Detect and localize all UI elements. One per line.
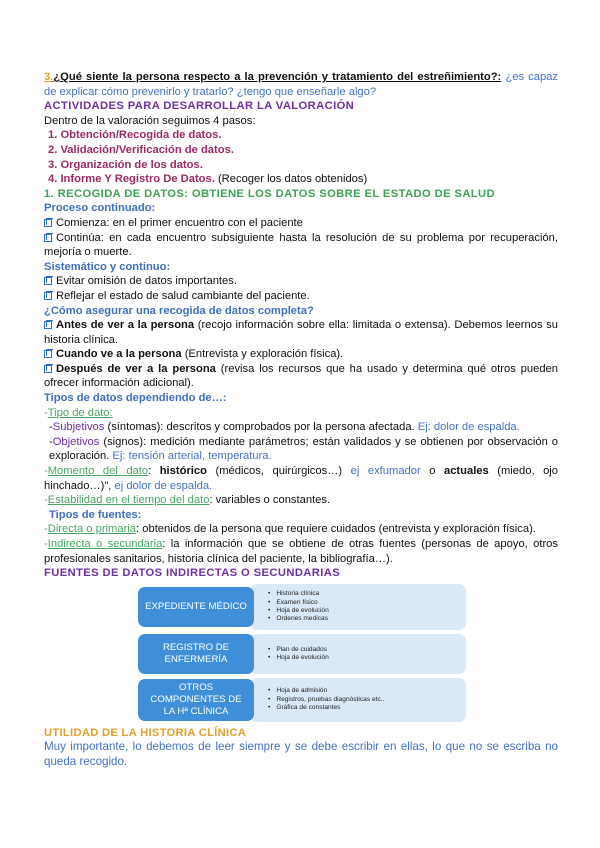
diagram-box: REGISTRO DE ENFERMERÍA	[138, 634, 254, 674]
completa-title: ¿Cómo asegurar una recogida de datos completa?	[44, 304, 314, 317]
utilidad-heading: UTILIDAD DE LA HISTORIA CLÍNICA	[44, 726, 247, 739]
utilidad-text: Muy importante, lo debemos de leer siempre y se debe escribir en ellas, lo que no se escriba no queda recogido.	[44, 740, 558, 768]
completa-item: Cuando ve a la persona (Entrevista y exploración física).	[44, 347, 558, 362]
sistematico-item: Evitar omisión de datos importantes.	[44, 274, 558, 289]
diagram-box: OTROS COMPONENTES DE LA Hª CLÍNICA	[138, 679, 254, 721]
checkbox-icon	[44, 277, 52, 285]
estabilidad-item: -Estabilidad en el tiempo del dato: variables o constantes.	[44, 494, 331, 507]
sistematico-item: Reflejar el estado de salud cambiante del paciente.	[44, 289, 558, 304]
steps-list	[44, 128, 558, 186]
momento-item: -Momento del dato: histórico (médicos, quirúrgicos…) ej exfumador o actuales (miedo, ojo hinchado…)", ej dolor de espalda.	[44, 465, 559, 492]
diagram-list: • Historia clínica • Examen físico • Hoja de evolución • Ordenes medicas	[250, 584, 466, 630]
diagram-row-registro	[138, 634, 466, 674]
section1-heading: 1. RECOGIDA DE DATOS: OBTIENE LOS DATOS SOBRE EL ESTADO DE SALUD	[44, 187, 495, 200]
diagram-list: • Hoja de admisión • Registros, pruebas diagnósticas etc.. • Gráfica de constantes	[250, 678, 466, 722]
proceso-item: Comienza: en el primer encuentro con el paciente	[44, 216, 558, 231]
activities-heading: ACTIVIDADES PARA DESARROLLAR LA VALORACIÓN	[44, 100, 355, 113]
q3-number: 3.	[44, 71, 54, 83]
q3-paragraph	[44, 70, 558, 99]
step-item: 1. Obtención/Recogida de datos.	[48, 129, 222, 142]
tipos-title: Tipos de datos dependiendo de…:	[44, 392, 227, 405]
proceso-item: Continúa: en cada encuentro subsiguiente hasta la resolución de su problema por recuperación, mejoría o muerte.	[44, 231, 558, 259]
q3-title: ¿Qué siente la persona respecto a la prevención y tratamiento del estreñimiento?:	[53, 71, 502, 83]
completa-item: Antes de ver a la persona (recojo información sobre ella: limitada o extensa). Debemos leernos su historia clínica.	[44, 319, 558, 346]
fuentes-title: Tipos de fuentes:	[49, 508, 142, 521]
sistematico-title: Sistemático y continuo:	[44, 260, 171, 273]
q3-question: ¿es capaz de explicar cómo prevenirlo y tratarlo? ¿tengo que enseñarle algo?	[44, 71, 558, 98]
document-page	[44, 70, 558, 770]
diagram-list: • Plan de cuidados • Hoja de evolución	[250, 634, 466, 674]
tipo-dato-label: -Tipo de dato:	[44, 406, 113, 419]
checkbox-icon	[44, 219, 52, 227]
fuentes-diagram	[138, 584, 466, 722]
step-item: 3. Organización de los datos.	[48, 158, 203, 171]
subjetivos-item: -Subjetivos (síntomas): descritos y comprobados por la persona afectada. Ej: dolor de espalda.	[49, 421, 520, 434]
directa-item: -Directa o primaria: obtenidos de la persona que requiere cuidados (entrevista y exploración física).	[44, 523, 536, 536]
diagram-row-otros	[138, 678, 466, 722]
diagram-box: EXPEDIENTE MÉDICO	[138, 587, 254, 627]
checkbox-icon	[44, 234, 52, 242]
checkbox-icon	[44, 350, 52, 358]
diagram-row-expediente	[138, 584, 466, 630]
fuentes-indirectas-heading: FUENTES DE DATOS INDIRECTAS O SECUNDARIAS	[44, 567, 341, 580]
objetivos-item: -Objetivos (signos): medición mediante parámetros; están validados y se obtienen por observación o exploración. Ej: tensión arterial, temperatura.	[49, 435, 558, 463]
activities-intro: Dentro de la valoración seguimos 4 pasos:	[44, 114, 256, 127]
checkbox-icon	[44, 321, 52, 329]
step-item: 2. Validación/Verificación de datos.	[48, 143, 234, 156]
checkbox-icon	[44, 292, 52, 300]
step-item: 4. Informe Y Registro De Datos. (Recoger los datos obtenidos)	[48, 173, 368, 186]
completa-item: Después de ver a la persona (revisa los recursos que ha usado y determina qué otros pueden ofrecer información adicional).	[44, 362, 559, 390]
proceso-title: Proceso continuado:	[44, 202, 156, 215]
checkbox-icon	[44, 365, 52, 373]
indirecta-item: -Indirecta o secundaria: la información que se obtiene de otras fuentes (personas de apoyo, otros profesionales sanitarios, historia clínica del paciente, la bibliografía…).	[44, 538, 558, 565]
